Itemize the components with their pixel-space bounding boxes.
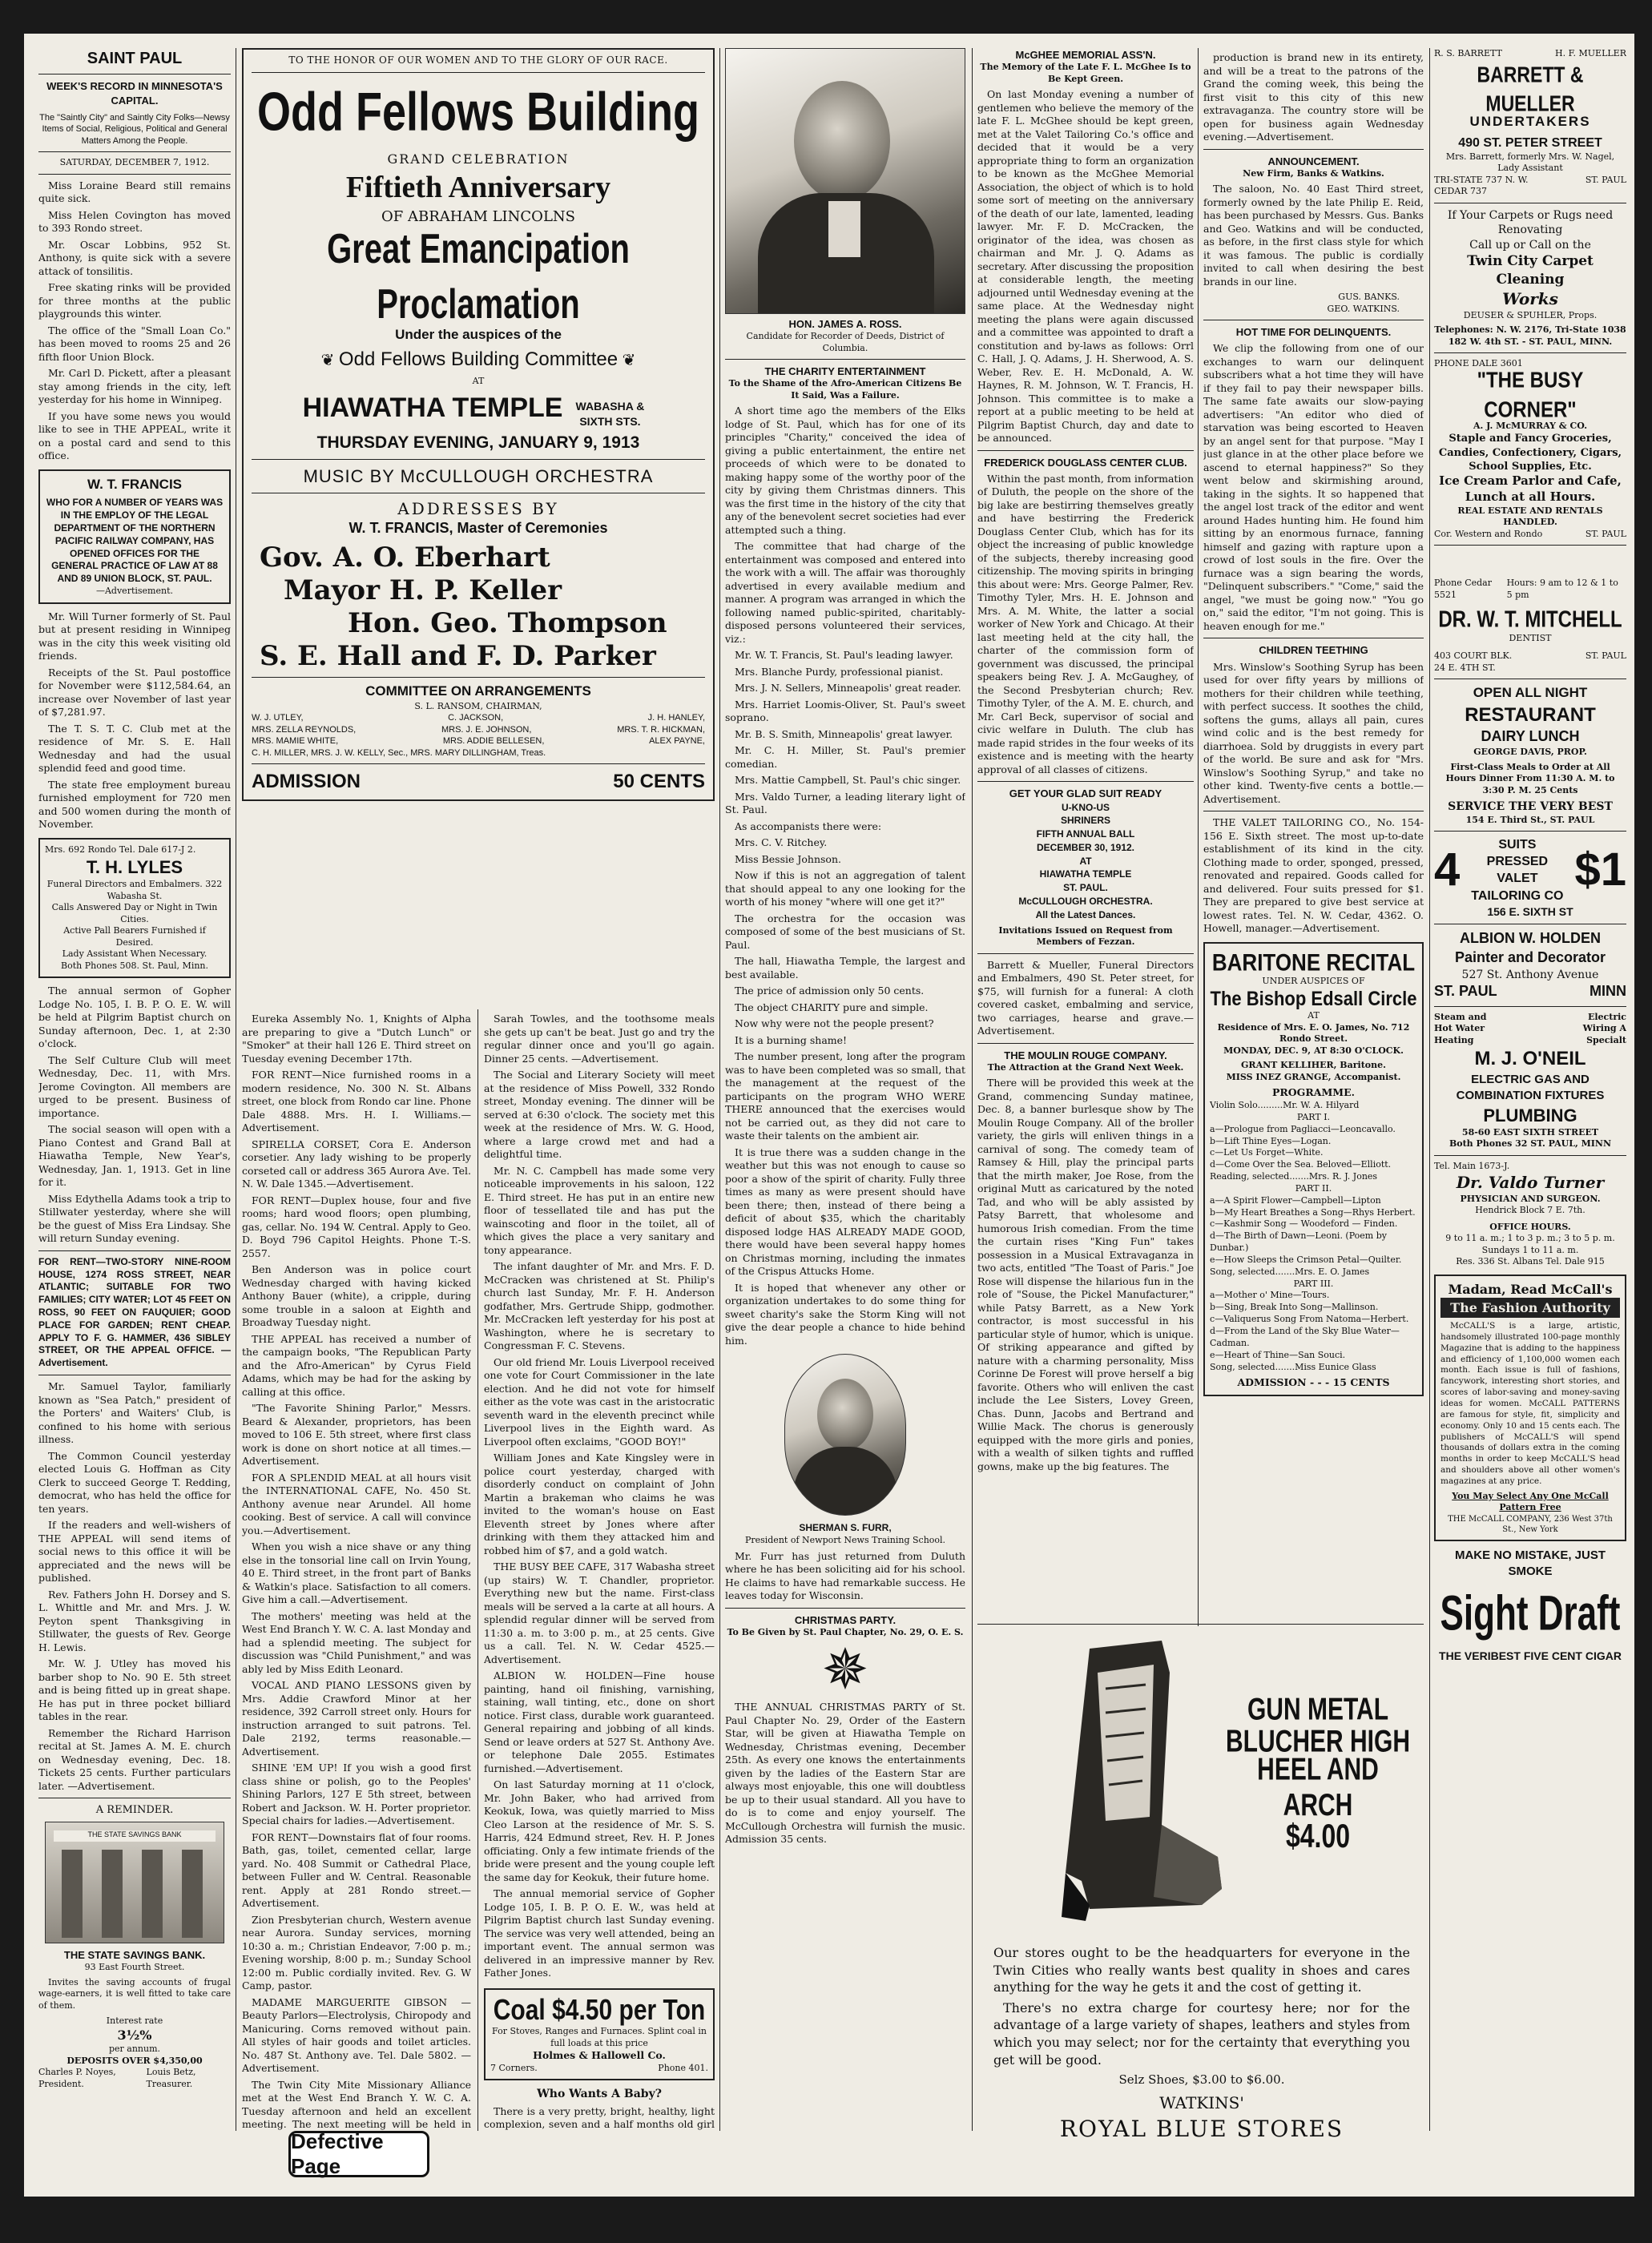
- shoe-title: HEEL AND ARCH: [1257, 1752, 1379, 1822]
- ad-title: Odd Fellows Building: [257, 82, 699, 143]
- busy-city: ST. PAUL: [1585, 528, 1626, 539]
- fiftieth-anniversary: Fiftieth Anniversary: [345, 171, 611, 205]
- turner-block: Hendrick Block 7 E. 7th.: [1475, 1205, 1586, 1216]
- mitchell-phone: Phone Cedar 5521: [1434, 578, 1492, 600]
- news-item: Mr. W. J. Utley has moved his barber shop to No. 90 E. 5th street and is being fitted up in great shape. He has put in three pocket billiard tables in the rear.: [38, 1657, 231, 1723]
- bm-undertakers: UNDERTAKERS: [1469, 114, 1591, 130]
- news-item: Miss Edythella Adams took a trip to Stillwater yesterday, where she will be the guest of Miss Era Lindsay. She will return Sunday evening.: [38, 1192, 231, 1245]
- portrait-ross: [725, 48, 965, 314]
- selz-shoes: Selz Shoes, $3.00 to $6.00.: [1118, 2072, 1285, 2088]
- grand-celebration: GRAND CELEBRATION: [387, 151, 570, 167]
- news-item: SPIRELLA CORSET, Cora E. Anderson corsetier. Any lady wishing to be properly corseted call or address 365 Aurora Ave. Tel. N. W. Dale 1345.—Advertisement.: [242, 1138, 471, 1190]
- master-of-ceremonies: W. T. FRANCIS, Master of Ceremonies: [349, 520, 608, 537]
- shoe-price: $4.00: [1285, 1817, 1351, 1855]
- restaurant-line: DAIRY LUNCH: [1481, 728, 1580, 745]
- royal-blue-stores: ROYAL BLUE STORES: [1059, 2116, 1344, 2137]
- bank-address: 93 East Fourth Street.: [84, 1962, 185, 1973]
- shoe-ad-copy: [993, 1941, 1410, 2137]
- arrangements-heading: COMMITTEE ON ARRANGEMENTS: [365, 683, 591, 699]
- masthead: SAINT PAUL: [87, 50, 183, 67]
- news-item: The mothers' meeting was held at the West End Branch Y. W. C. A. last Monday and had a splendid meeting. The subject for discussion was "Child Punishment," and was ably led by Miss Edith Leonard.: [242, 1609, 471, 1675]
- newspaper-page: [24, 34, 1634, 2197]
- smoke-footer: THE VERIBEST FIVE CENT CIGAR: [1439, 1649, 1622, 1662]
- addresses-by: ADDRESSES BY: [397, 499, 559, 519]
- news-item: The Twin City Mite Missionary Alliance met at the West End Branch Y. W. C. A. Tuesday afternoon and held an excellent meeting. The next meeting will be held in: [242, 2078, 471, 2130]
- bm-partner: H. F. MUELLER: [1555, 48, 1626, 58]
- shoe-ad-titles: [1226, 1692, 1410, 1855]
- column-2b: [484, 1009, 715, 2131]
- restaurant-prop: GEORGE DAVIS, PROP.: [1473, 747, 1587, 758]
- column-mcghee: [977, 48, 1194, 1618]
- programme-admission: ADMISSION - - - 15 CENTS: [1237, 1376, 1390, 1389]
- recital-circle: The Bishop Edsall Circle: [1210, 987, 1417, 1011]
- column-rule: [1198, 48, 1199, 1626]
- suits-number: 4: [1434, 844, 1461, 896]
- news-item: MADAME MARGUERITE GIBSON —Beauty Parlors—Electrolysis, Chiropody and Manicuring. Corns removed without pain. All styles of hair goods and toilet articles. No. 487 St. Anthony ave. Tel. Dale 5802. —Advertisement.: [242, 1995, 471, 2074]
- holden-title: Painter and Decorator: [1454, 948, 1606, 965]
- news-item: FOR RENT—Nice furnished rooms in a modern residence, No. 300 N. St. Albans street, one block from Rondo car line. Phone Dale 4888. Mrs. H. I. Williams.—Advertisement.: [242, 1069, 471, 1134]
- bm-partner: R. S. BARRETT: [1434, 48, 1502, 58]
- teething-heading: CHILDREN TEETHING: [1259, 644, 1368, 657]
- boot-image: [1042, 1641, 1226, 1929]
- production-text: production is brand new in its entirety, and will be a treat to the patrons of the Grand the coming week, this being the first visit to this city of this new extravaganza. The country store will be open for business again Wednesday evening.—Advertisement.: [1203, 51, 1424, 143]
- news-item: The Self Culture Club will meet Wednesday, Dec. 11, with Mrs. Jerome Covington. All members are urged to be present. Business of importance.: [38, 1053, 231, 1119]
- smoke-name: Sight Draft: [1440, 1585, 1621, 1641]
- carpet-works: Works: [1502, 289, 1558, 309]
- column-saint-paul: [38, 48, 231, 2131]
- mitchell-title: DENTIST: [1509, 632, 1552, 643]
- turner-title: PHYSICIAN AND SURGEON.: [1460, 1193, 1601, 1204]
- news-item: The state free employment bureau furnished employment for 720 men and 500 women during the month of November.: [38, 778, 231, 831]
- mccall-heading: Madam, Read McCall's: [1448, 1281, 1613, 1297]
- francis-text: WHO FOR A NUMBER OF YEARS WAS IN THE EMPLOY OF THE LEGAL DEPARTMENT OF THE NORTHERN PACIFIC RAILWAY COMPANY, HAS OPENED OFFICES FOR THE GENERAL PRACTICE OF LAW AT 88 AND 89 UNION BLOCK, ST. PAUL.: [46, 497, 224, 585]
- speaker: Mayor H. P. Keller: [284, 574, 562, 606]
- teething-text: Mrs. Winslow's Soothing Syrup has been used for over fifty years by millions of mothers for their children while teething, with perfect success. It soothes the child, softens the gums, allays all pain, cures wind colic and is the best remedy for diarrhoea. Sold by druggists in every part of the world. Be sure and ask for "Mrs. Winslow's Soothing Syrup," and take no other kind. Twenty-five cents a bottle.—Advertisement.: [1203, 660, 1424, 805]
- fd-text: Within the past month, from information of Duluth, the people on the shore of the big lake are bestirring themselves greatly and have bestirring the Frederick Douglass Center Club, which has for its object the increasing of public knowledge of the subjects, thereby increasing good citizenship. The moving spirits in bringing this about were: Mrs. George Palmer, Rev. Timothy Tyler, Mrs. H. E. Johnson and Mrs. A. M. White, the latter a social worker of New York and Chicago. At their last meeting held at the city hall, the charter of the commission form of government was discussed, the principal speakers being Rev. J. A. McGaughey, of the Second Presbyterian church; Rev. Timothy Tyler, of the A. M. E. church, and Mr. Carl Beck, supervisor of social and civic welfare in Duluth. The club has made rapid strides in the four weeks of its existence and is meeting with the hearty approval of all classes of citizens.: [977, 472, 1194, 775]
- news-item: Miss Helen Covington has moved to 393 Rondo street.: [38, 208, 231, 235]
- news-item: THE BUSY BEE CAFE, 317 Wabasha street (up stairs) W. T. Chandler, proprietor. Everything new but the name. First-class meals will be served a la carte at all hours. A splendid regular dinner will be served from 11:30 a. m. to 3:00 p. m., at 25 cents. Give us a call. Tel. N. W. Cedar 4525.—Advertisement.: [484, 1560, 715, 1665]
- restaurant-address: 154 E. Third St., ST. PAUL: [1465, 814, 1595, 825]
- moulin-heading: THE MOULIN ROUGE COMPANY.: [1004, 1049, 1167, 1061]
- news-item: Miss Loraine Beard still remains quite sick.: [38, 179, 231, 205]
- busy-real: REAL ESTATE AND RENTALS HANDLED.: [1457, 505, 1603, 528]
- bank-deposits: DEPOSITS OVER $4,350,00: [66, 2055, 203, 2066]
- announcement-text: The saloon, No. 40 East Third street, formerly owned by the late Philip E. Reid, has been purchased by Messrs. Gus. Banks and Geo. Watkins and will be conducted, as before, in the first class style for which it was famous. The public is cordially invited to call when desiring the best brands in our line.: [1203, 183, 1424, 288]
- news-item: THE APPEAL has received a number of the campaign books, "The Republican Party and the Afro-American" by Cyrus Field Adams, which may be had for the asking by calling at this office.: [242, 1332, 471, 1398]
- odd-fellows-ad: [242, 48, 715, 801]
- restaurant-line: OPEN ALL NIGHT: [1473, 685, 1588, 701]
- programme-heading: PROGRAMME.: [1272, 1086, 1355, 1099]
- column-rule: [719, 48, 720, 2131]
- suits-text: SUITS PRESSED VALET TAILORING CO: [1471, 838, 1564, 903]
- moulin-text: There will be provided this week at the Grand, commencing Sunday matinee, Dec. 8, a banner burlesque show by The Moulin Rouge Company. All of the broller variety, the girls will enliven things in a carnival of song. The comedy team of Ramsey & Hill, play the principal parts that the mirth maker, Joe Rose, from the original Mutt as caricatured by the noted Tad, and who will be ably assisted by Patsy Barrett, that wholesome and humorous Irish comedian. From the time the curtain rises "King Fun" takes possession in a Musical Extravaganza in two acts, entitled "The Toast of Paris." Joe Rose will dispense the hilarious fun in the role of "Souse, the Pickel Manufacturer," while Patsy Barrett, as a New York contractor, is most successful in his particular style of humor, which is unique. Of striking appearance and gifted by nature with a charming personality, Miss Corinne De Forest will prove herself a big favorite. Others who will enliven the cast include the Lee Sisters, Lovey Green, Chas. Dunn, Jacobs and Bertrand and Willie Mack. The chorus is generously equipped with the more girls and ponies, with a wealth of silken tights and ruffled gowns, make up the big features. The: [977, 1077, 1194, 1472]
- bank-name: THE STATE SAVINGS BANK.: [63, 1949, 206, 1962]
- francis-tag: —Advertisement.: [95, 586, 173, 596]
- shoe-text: There's no extra charge for courtesy here; nor for the advantage of a large variety of shapes, leathers and styles from which you may select; nor for the certainty that everything you get will be good.: [993, 1999, 1410, 2068]
- column-charity: [725, 48, 965, 2131]
- smoke-heading: MAKE NO MISTAKE, JUST SMOKE: [1454, 1548, 1606, 1579]
- music-by: MUSIC BY McCULLOUGH ORCHESTRA: [303, 466, 654, 487]
- news-item: Receipts of the St. Paul postoffice for November were $112,584.64, an increase over November of last year of $7,281.97.: [38, 666, 231, 719]
- bm-city: ST. PAUL: [1585, 174, 1626, 185]
- shoe-text: Our stores ought to be the headquarters for everyone in the Twin Cities who really wants best quality in shoes and cares anything for the way he gets it and the cost of getting it.: [993, 1945, 1410, 1995]
- carpet-line: Renovating: [1497, 223, 1563, 237]
- mitchell-address: 403 COURT BLK. 24 E. 4TH ST.: [1434, 650, 1513, 673]
- mcghee-text: On last Monday evening a number of gentlemen who believe the memory of the late F. L. McGhee should be kept green, met at the Valet Tailoring Co.'s office and decided that it would be a very appropriate thing to form an organization to be known as the McGhee Memorial Association, the object of which is to hold some sort of meeting on the anniversary of the death of our late, lamented, leading lawyer. Mr. F. D. McCracken, the originator of the idea, was chosen as chairman and Mr. J. Q. Adams as secretary. After discussing the proposition at considerable length, the meeting adjourned until Wednesday evening at the same place. At the Wednesday night meeting the plans were again discussed and a committee was appointed to draft a constitution and by-laws as follows: Orrl C. Hall, J. Q. Adams, J. H. Sherwood, A. S. Weber, Rev. E. H. McDonald, A. W. Haynes, R. M. Johnson, W. T. Francis, H. Johnson. This committee is to make a report at a public meeting to be held at Pilgrim Baptist Church, day and date to be announced.: [977, 88, 1194, 445]
- oneil-wiring: Electric Wiring A Specialt: [1582, 1011, 1626, 1045]
- carpet-name: Twin City Carpet Cleaning: [1467, 253, 1594, 288]
- suits-address: 156 E. SIXTH ST: [1487, 904, 1573, 918]
- event-date: THURSDAY EVENING, JANUARY 9, 1913: [316, 433, 640, 453]
- busy-text: Staple and Fancy Groceries, Candies, Confectionery, Cigars, School Supplies, Etc.: [1438, 433, 1622, 473]
- lyles-name: T. H. LYLES: [86, 857, 183, 878]
- mccall-text: McCALL'S is a large, artistic, handsomely illustrated 100-page monthly Magazine that is adding to the happiness and efficiency of 1,100,000 women each month. Each issue is full of fashions, fancywork, interesting short stories, and scores of labor-saving and money-saving ideas for women. McCALL PATTERNS are famous for style, fit, simplicity and economy. Only 10 and 15 cents each. The publishers of McCALL'S will spend thousands of dollars extra in the coming months in order to keep McCALL'S head and shoulders above all other women's magazines at any price.: [1440, 1320, 1620, 1486]
- news-item: "The Favorite Shining Parlor," Messrs. Beard & Alexander, proprietors, has been moved to 106 E. 5th street, where first class work is done on short notice at all times.—Advertisement.: [242, 1402, 471, 1467]
- oneil-plumbing: PLUMBING: [1483, 1105, 1577, 1126]
- oneil-address: 58-60 EAST SIXTH STREET: [1461, 1126, 1599, 1138]
- suit-heading: GET YOUR GLAD SUIT READY: [1009, 787, 1162, 800]
- bank-officer: Charles P. Noyes, President.: [38, 2067, 116, 2089]
- portrait-furr: [784, 1354, 906, 1516]
- committee-name: ❦ Odd Fellows Building Committee ❦: [320, 348, 636, 371]
- shoe-title: GUN METAL: [1247, 1692, 1389, 1727]
- carpet-line: If Your Carpets or Rugs need: [1447, 208, 1614, 222]
- eastern-star-icon: ✵: [821, 1637, 869, 1703]
- news-item: Rev. Fathers John H. Dorsey and S. L. Whittle and Mr. and Mrs. J. W. Peyton spent Thanksgiving in Stillwater, the guests of Rev. George H. Lewis.: [38, 1588, 231, 1653]
- column-odd-fellows: [242, 48, 715, 2131]
- news-item: Eureka Assembly No. 1, Knights of Alpha are preparing to give a "Dutch Lunch" or "Smoker" at their hall 126 E. Third street on Tuesday evening December 17th.: [242, 1013, 471, 1065]
- charity-article: A short time ago the members of the Elks lodge of St. Paul, which has for one of its principles "Charity," conceived the idea of giving a public entertainment, the entire net proceeds of which were to be donated to making happy some of the worthy poor of the city by giving them Christmas dinners. This was the first time in the history of the city that any of the benevolent secret societies had ever attempted such a thing. The committee that had charge of the entertainment was composed and entered into the work with a will. The affair was thoroughly advertised in every available medium and manner. A program was arranged in which the following named public-spirited, charitably-disposed persons volunteered their services, viz.: Mr. W. T. Francis, St. Paul's leading lawyer. Mrs. Blanche Purdy, professional pianist. Mrs. J. N. Sellers, Minneapolis' great reader. Mrs. Harriet Loomis-Oliver, St. Paul's sweet soprano. Mr. B. S. Smith, Minneapolis' great lawyer. Mr. C. H. Miller, St. Paul's premier comedian. Mrs. Mattie Campbell, St. Paul's chic singer. Mrs. Valdo Turner, a leading literary light of St. Paul. As accompanists there were: Mrs. C. V. Ritchey. Miss Bessie Johnson. Now if this is not an aggregation of talent that should appeal to any one looking for the worth of his money "where will one get it?" The orchestra for the occasion was composed of some of the best musicians of St. Paul. The hall, Hiawatha Temple, the largest and best available. The price of admission only 50 cents. The object CHARITY pure and simple. Now why were not the people present? It is a burning shame! The number present, long after the program was to have been completed was so small, that the management at the request of the participants on the program WHO WERE THERE announced that the exercises would not be carried out, as they did not care to waste their talents on the ambient air. It is true there was a sudden change in the weather but this was not enough to cause so poor a show of the spirit of charity. Fully three times as many as were present should have been there; then, instead of there being a deficit of about $35, which the charitably disposed lodge HAS ALREADY MADE GOOD, there would have been several happy homes on Christmas morning, including the inmates of the Crispus Attucks Home. It is hoped that whenever any other or organization undertakes to do some thing for sweet charity's sake the Storm King will not give the dear people a chance to hide behind him.: [725, 405, 965, 1347]
- news-item: Mr. Samuel Taylor, familiarly known as "Sea Patch," president of the Porters' and Waiters' Club, is confined to his home with serious illness.: [38, 1380, 231, 1446]
- recital-residence: Residence of Mrs. E. O. James, No. 712 Rondo Street.: [1217, 1021, 1410, 1045]
- proclamation: Great Emancipation Proclamation: [327, 226, 630, 328]
- news-item: Remember the Richard Harrison recital at St. James A. M. E. church on Wednesday evening, Dec. 18. Tickets 25 cents. Further particulars later. —Advertisement.: [38, 1726, 231, 1792]
- bm-phone: TRI-STATE 737 N. W. CEDAR 737: [1434, 174, 1529, 197]
- suits-ad: [1434, 836, 1626, 904]
- watkins: WATKINS': [1159, 2093, 1244, 2113]
- oneil-name: M. J. O'NEIL: [1474, 1048, 1586, 1070]
- restaurant-service: SERVICE THE VERY BEST: [1448, 800, 1613, 814]
- holden-state: MINN: [1590, 983, 1626, 1000]
- column-2a: [242, 1009, 471, 2131]
- news-item: The Common Council yesterday elected Louis G. Hoffman as City Clerk to succeed George T. Redding, democrat, who has held the office for ten years.: [38, 1449, 231, 1515]
- holden-city: ST. PAUL: [1434, 983, 1497, 1000]
- shriners-invitations: Invitations Issued on Request from Members of Fezzan.: [998, 924, 1173, 948]
- column-ads: [1434, 48, 1626, 2131]
- lyles-ad: [38, 838, 231, 979]
- signature: GEO. WATKINS.: [1327, 303, 1400, 314]
- column-announcements: [1203, 48, 1424, 1618]
- lyles-top: Mrs. 692 Rondo Tel. Dale 617-J 2.: [45, 844, 196, 855]
- news-item: FOR RENT—Duplex house, four and five rooms; hard wood floors; open plumbing, gas, cellar. No. 194 W. Central. Apply to Geo. D. Boyd 796 Capitol Heights. Phone T.-S. 2557.: [242, 1194, 471, 1259]
- oneil-phone: Both Phones 32 ST. PAUL, MINN: [1449, 1138, 1612, 1150]
- valet-text: THE VALET TAILORING CO., No. 154-156 E. Sixth street. The most up-to-date establishment of its kind in the city. Clothing made to order, sponged, pressed, renovated and repaired. Goods called for and delivered. Four suits pressed for $1. They are prepared to give best service at lowest rates. Tel. N. W. Cedar, 4362. O. Howell, manager.—Advertisement.: [1203, 816, 1424, 935]
- bm-lady: Mrs. Barrett, formerly Mrs. W. Nagel, Lady Assistant: [1445, 151, 1615, 174]
- bank-building-image: [45, 1822, 224, 1943]
- announcement-subheading: New Firm, Banks & Watkins.: [1243, 167, 1384, 179]
- news-item: Free skating rinks will be provided for three months at the public playgrounds this winter.: [38, 281, 231, 320]
- busy-corner: Cor. Western and Rondo: [1434, 528, 1543, 539]
- news-item: FOR A SPLENDID MEAL at all hours visit the INTERNATIONAL CAFE, No. 450 St. Anthony avenue near Arundel. All home cooking. Best of service. A call will convince you.—Advertisement.: [242, 1471, 471, 1536]
- suits-price: $1: [1574, 844, 1626, 896]
- bank-sign: THE STATE SAVINGS BANK: [54, 1830, 216, 1842]
- news-items: [38, 179, 231, 463]
- at-label: AT: [472, 375, 485, 386]
- hot-time-text: We clip the following from one of our exchanges to warn our delinquent subscribers what a hot time they will have if they fail to pay their newspaper bills. The same fate awaits our slow-paying advertisers: "An editor who died of starvation was being escorted to Heaven by an angel sent for that purpose. "May I just glance in at the other place before we ascend to eternal happiness?" So they went below and skirmishing around, taking in the sights. It so happened that the angel lost track of the editor and went around Hades hunting him. He found him sitting by an enormous furnace, fanning himself and gazing with rapture upon a crowd of lost souls in the fire. Over the furnace was a sign bearing the words, "Delinquent subscribers." "Come," said the angel, "we must be going now." "You go on," said the editor, "I'm not going. This is heaven enough for me.": [1203, 342, 1424, 632]
- column-rule: [1429, 48, 1430, 2131]
- coal-ad: [484, 1988, 715, 2081]
- shoe-ad: [977, 1624, 1424, 2137]
- recital-heading: BARITONE RECITAL: [1211, 948, 1416, 976]
- charity-heading: THE CHARITY ENTERTAINMENT: [764, 365, 926, 378]
- furr-text: Mr. Furr has just returned from Duluth where he has been soliciting aid for his school. He claims to have had remarkable success. He leaves today for Wisconsin.: [725, 1549, 965, 1602]
- restaurant-line: RESTAURANT: [1465, 703, 1596, 726]
- temple-location: WABASHA & SIXTH STS.: [575, 400, 645, 428]
- mitchell-hours: Hours: 9 am to 12 & 1 to 5 pm: [1506, 578, 1618, 600]
- holden-name: ALBION W. HOLDEN: [1460, 930, 1601, 947]
- news-item: Mr. Carl D. Pickett, after a pleasant stay among friends in the city, left yesterday for his home in Winnipeg.: [38, 367, 231, 406]
- bank-officer: Louis Betz, Treasurer.: [146, 2067, 196, 2089]
- moulin-subheading: The Attraction at the Grand Next Week.: [987, 1061, 1184, 1073]
- turner-residence: Res. 336 St. Albans Tel. Dale 915: [1456, 1256, 1605, 1267]
- coal-text: For Stoves, Ranges and Furnaces. Splint coal in full loads at this price: [492, 2026, 707, 2048]
- mcghee-heading: McGHEE MEMORIAL ASS'N.: [1015, 49, 1156, 61]
- news-item: If you have some news you would like to see in THE APPEAL, write it on a postal card and send to this office.: [38, 409, 231, 462]
- busy-name: "THE BUSY CORNER": [1477, 368, 1584, 422]
- mccall-subheading: The Fashion Authority: [1440, 1298, 1620, 1318]
- mccall-company: THE McCALL COMPANY, 236 West 37th St., New York: [1448, 1514, 1613, 1535]
- news-item: Mr. Oscar Lobbins, 952 St. Anthony, is quite sick with a severe attack of tonsilitis.: [38, 238, 231, 277]
- bank-text: Invites the saving accounts of frugal wage-earners, it is well fitted to take care of them.: [38, 1976, 231, 2011]
- xmas-heading: CHRISTMAS PARTY.: [794, 1613, 897, 1626]
- bank-rate: 3½%: [117, 2028, 152, 2044]
- lyles-line: Calls Answered Day or Night in Twin Cities.: [51, 902, 218, 924]
- oneil-text: ELECTRIC GAS AND COMBINATION FIXTURES: [1456, 1073, 1605, 1102]
- carpet-address: 182 W. 4th ST. - ST. PAUL, MINN.: [1448, 336, 1613, 347]
- column-rule: [972, 48, 973, 2131]
- lyles-line: Funeral Directors and Embalmers. 322 Wabasha St.: [46, 879, 223, 901]
- baby-heading: Who Wants A Baby?: [537, 2088, 662, 2101]
- ross-caption: HON. JAMES A. ROSS.: [788, 318, 902, 330]
- xmas-text: THE ANNUAL CHRISTMAS PARTY of St. Paul Chapter No. 29, Order of the Eastern Star, will be given at Hiawatha Temple on Wednesday, Christmas evening, December 25th. As every one knows the entertainments given by the ladies of the Eastern Star are always most enjoyable, this one will doubtless be up to their usual standard. All you have to do is to come and enjoy yourself. The McCullough Orchestra will furnish the music. Admission 35 cents.: [725, 1701, 965, 1846]
- speaker: S. E. Hall and F. D. Parker: [260, 639, 656, 672]
- furr-caption-detail: President of Newport News Training School.: [744, 1535, 946, 1546]
- speaker: Hon. Geo. Thompson: [348, 606, 667, 639]
- carpet-tel: Telephones: N. W. 2176, Tri-State 1038: [1434, 324, 1626, 336]
- defective-page-stamp: Defective Page: [288, 2131, 429, 2177]
- reminder-heading: A REMINDER.: [95, 1804, 174, 1817]
- carpet-props: DEUSER & SPUHLER, Props.: [1463, 309, 1598, 320]
- announcement-heading: ANNOUNCEMENT.: [1267, 155, 1360, 167]
- leaf-icon: ❦: [320, 352, 339, 370]
- busy-prop: A. J. McMURRAY & CO.: [1473, 420, 1588, 431]
- news-item: When you wish a nice shave or any thing else in the tonsorial line call on Irvin Young, 40 E. Third street, in the front part of Banks & Watkin's place. Satisfaction to all comers. Give him a call.—Advertisement.: [242, 1540, 471, 1605]
- ross-caption-detail: Candidate for Recorder of Deeds, District of Columbia.: [746, 331, 945, 353]
- speaker: Gov. A. O. Eberhart: [260, 542, 550, 574]
- committee-members: W. J. UTLEY, C. JACKSON, J. H. HANLEY, MRS. ZELLA REYNOLDS, MRS. J. E. JOHNSON, MRS. T. R. HICKMAN, MRS. MAMIE WHITE, MRS. ADDIE BELLESEN, ALEX PAYNE, C. H. MILLER, MRS. J. W. KELLY, Sec., MRS. MARY DILLINGHAM, Treas.: [252, 713, 705, 758]
- news-item: The office of the "Small Loan Co." has been moved to rooms 25 and 26 fifth floor Union Block.: [38, 324, 231, 363]
- signature: GUS. BANKS.: [1338, 292, 1400, 303]
- news-item: The social season will open with a Piano Contest and Grand Ball at Hiawatha Temple, New Year's, Wednesday, Jan. 1, 1913. Get in line for it.: [38, 1123, 231, 1189]
- news-item: Ben Anderson was in police court Wednesday charged with having kicked Anthony Bauer (white), a cripple, during some trouble in a saloon at Eighth and Broadway Tuesday night.: [242, 1263, 471, 1328]
- recital-baritone: GRANT KELLIHER, Baritone.: [1241, 1060, 1386, 1071]
- coal-address: 7 Corners.: [490, 2062, 538, 2073]
- barrett-note: Barrett & Mueller, Funeral Directors and Embalmers, 490 St. Peter street, for $75, will furnish for a funeral: A cloth covered casket, embalming and service, two carriages, hearse and grave.—Advertisement.: [977, 958, 1194, 1037]
- news-item: Mr. N. C. Campbell has made some very noticeable improvements in his saloon, 122 E. Third street. He has put in an entire new floor of tessellated tile and has put the wainscoting and floor in the toilet, all of which gives the place a very sanitary and tony appearance.: [484, 1164, 715, 1256]
- news-item: The T. S. T. C. Club met at the residence of Mr. S. E. Hall Wednesday and had the usual splendid feed and good time.: [38, 722, 231, 775]
- turner-name: Dr. Valdo Turner: [1456, 1173, 1605, 1193]
- recital-ad: [1203, 942, 1424, 1396]
- recital-at: AT: [1307, 1010, 1320, 1021]
- lyles-line: Both Phones 508. St. Paul, Minn.: [61, 960, 208, 971]
- coal-heading: Coal $4.50 per Ton: [493, 1994, 706, 2026]
- chairman: S. L. RANSOM, CHAIRMAN,: [414, 700, 542, 711]
- subhead: WEEK'S RECORD IN MINNESOTA'S CAPITAL.: [46, 80, 223, 107]
- holden-address: 527 St. Anthony Avenue: [1461, 968, 1599, 981]
- oneil-heating: Steam and Hot Water Heating: [1434, 1011, 1487, 1045]
- news-item: The Social and Literary Society will meet at the residence of Miss Powell, 332 Rondo street, Monday evening. The dinner will be served at 6:30 o'clock. The society met this week at the residence of Mrs. W. G. Hood, where a large crowd met and had a delightful time.: [484, 1069, 715, 1160]
- ad-tagline: TO THE HONOR OF OUR WOMEN AND TO THE GLORY OF OUR RACE.: [288, 54, 668, 66]
- oneil-tel: Tel. Main 1673-J.: [1434, 1160, 1510, 1171]
- xmas-subheading: To Be Given by St. Paul Chapter, No. 29, O. E. S.: [727, 1626, 964, 1637]
- news-item: Zion Presbyterian church, Western avenue near Aurora. Sunday services, morning 10:30 a. m.; Christian Endeavor, 7:00 p. m.; Evening worship, 8:00 p. m.; Sunday School 12:00 m. Public cordially invited. Rev. G. W Camp, pastor.: [242, 1913, 471, 1991]
- mitchell-name: DR. W. T. MITCHELL: [1438, 606, 1622, 633]
- temple-name: HIAWATHA TEMPLE: [302, 393, 563, 424]
- coal-phone: Phone 401.: [658, 2062, 708, 2073]
- mitchell-city: ST. PAUL: [1585, 650, 1626, 662]
- mccall-ad: [1434, 1275, 1626, 1542]
- restaurant-text: First-Class Meals to Order at All Hours Dinner From 11:30 A. M. to 3:30 P. M. 25 Cents: [1445, 761, 1615, 795]
- speakers: [260, 542, 705, 672]
- charity-subheading: To the Shame of the Afro-American Citizens Be It Said, Was a Failure.: [728, 378, 962, 401]
- busy-ice: Ice Cream Parlor and Cafe, Lunch at all Hours.: [1439, 473, 1622, 504]
- bm-name: BARRETT & MUELLER: [1477, 61, 1584, 116]
- mccall-offer: You May Select Any One McCall Pattern Free: [1452, 1490, 1609, 1513]
- recital-under: UNDER AUSPICES OF: [1262, 975, 1365, 986]
- shriners-ad: U-KNO-US SHRINERS FIFTH ANNUAL BALL DECEMBER 30, 1912. AT HIAWATHA TEMPLE ST. PAUL. McCULLOUGH ORCHESTRA. All the Latest Dances.: [1018, 801, 1153, 920]
- leaf-icon: ❦: [618, 352, 636, 370]
- news-item: ALBION W. HOLDEN—Fine house painting, hand oil finishing, varnishing, staining, wall tinting, etc., done on short notice. First class, durable work guaranteed. General repairing and jobbing of all kinds. Send or leave orders at 527 St. Anthony Ave. or telephone Dale 2055. Estimates furnished.—Advertisement.: [484, 1669, 715, 1774]
- bm-address: 490 ST. PETER STREET: [1458, 135, 1602, 150]
- fd-heading: FREDERICK DOUGLASS CENTER CLUB.: [984, 456, 1187, 469]
- bank-rate-label: Interest rate: [106, 2015, 163, 2026]
- lyles-line: Lady Assistant When Necessary.: [62, 948, 208, 960]
- francis-ad: [38, 469, 231, 604]
- baby-text: There is a very pretty, bright, healthy, light complexion, seven and a half months old girl: [484, 2104, 715, 2131]
- news-item: VOCAL AND PIANO LESSONS given by Mrs. Addie Crawford Minor at her residence, 392 Carroll street only. Hours for instruction arranged to suit patrons. Tel. Dale 2192, terms reasonable.—Advertisement.: [242, 1679, 471, 1758]
- dateline: SATURDAY, DECEMBER 7, 1912.: [59, 157, 210, 168]
- news-item: Our old friend Mr. Louis Liverpool received one vote for Court Commissioner in the late election. And he did not vote for himself either as the vote was cast in the aristocratic seventh ward in the eleventh precinct while Liverpool lives in the Eighth ward. As Liverpool often exclaims, "GOOD BOY!": [484, 1355, 715, 1448]
- rent-ad: FOR RENT—TWO-STORY NINE-ROOM HOUSE, 1274 ROSS STREET, NEAR ATLANTIC; SUITABLE FOR TWO FAMILIES; CITY WATER; LOT 45 FEET ON ROSS, 90 FEET ON FAUQUIER; GOOD PLACE FOR GARDEN; RENT CHEAP. APPLY TO F. G. HAMMER, 436 SIBLEY STREET, OR THE APPEAL OFFICE. —Advertisement.: [38, 1255, 231, 1369]
- busy-phone: PHONE DALE 3601: [1434, 358, 1523, 369]
- furr-caption: SHERMAN S. FURR,: [799, 1522, 892, 1534]
- recital-date: MONDAY, DEC. 9, AT 8:30 O'CLOCK.: [1223, 1045, 1404, 1056]
- coal-company: Holmes & Hallowell Co.: [533, 2049, 666, 2062]
- hot-time-heading: HOT TIME FOR DELINQUENTS.: [1235, 326, 1392, 339]
- deck: The "Saintly City" and Saintly City Folks—Newsy Items of Social, Religious, Political and General Matters Among the People.: [39, 112, 230, 146]
- lyles-line: Active Pall Bearers Furnished if Desired.: [63, 925, 206, 948]
- mcghee-subheading: The Memory of the Late F. L. McGhee Is to Be Kept Green.: [980, 62, 1191, 84]
- recital-accompanist: MISS INEZ GRANGE, Accompanist.: [1226, 1071, 1401, 1082]
- admission-price: 50 CENTS: [613, 771, 705, 793]
- auspices: Under the auspices of the: [395, 326, 562, 342]
- news-item: Sarah Towles, and the toothsome meals she gets up can't be beat. Just go and try the regular dinner once and you'll go again. Dinner 25 cents. —Advertisement.: [484, 1013, 715, 1065]
- shoe-title: BLUCHER HIGH: [1226, 1724, 1410, 1759]
- francis-name: W. T. FRANCIS: [87, 476, 183, 492]
- news-item: Mr. Will Turner formerly of St. Paul but at present residing in Winnipeg was in the city this week visiting old friends.: [38, 610, 231, 662]
- news-item: FOR RENT—Downstairs flat of four rooms. Bath, gas, toilet, cemented cellar, large yard. No. 408 Summit or Cathedral Place, between Fuller and W. Central. Reasonable rent. Apply at 281 Rondo street.—Advertisement.: [242, 1830, 471, 1909]
- programme: Violin Solo.........Mr. W. A. Hilyard PART I. a—Prologue from Pagliacci—Leoncavallo. b—Lift Thine Eyes—Logan. c—Let Us Forget—White. d—Come Over the Sea. Beloved—Elliott. Reading, selected.......Mrs. R. J. Jones PART II. a—A Spirit Flower—Campbell—Lipton b—My Heart Breathes a Song—Rhys Herbert. c—Kashmir Song — Woodeford — Finden. d—The Birth of Dawn—Leoni. (Poem by Dunbar.) e—How Sleeps the Crimson Petal—Quilter. Song, selected.......Mrs. E. O. James PART III. a—Mother o' Mine—Tours. b—Sing, Break Into Song—Mallinson. c—Valiquerus Song From Natoma—Herbert. d—From the Land of the Sky Blue Water—Cadman. e—Heart of Thine—San Souci. Song, selected.......Miss Eunice Glass: [1210, 1099, 1416, 1372]
- news-item: The infant daughter of Mr. and Mrs. F. D. McCracken was christened at St. Philip's church last Sunday, Mr. F. H. Anderson godfather, Mrs. Gertrude Shipp, godmother. Mr. McCracken left yesterday for his post at Washington, where he is secretary to Congressman F. C. Stevens.: [484, 1260, 715, 1351]
- admission-label: ADMISSION: [252, 771, 361, 793]
- news-item: If the readers and well-wishers of THE APPEAL will send items of social news to this office it will be appreciated and the news will be published.: [38, 1519, 231, 1585]
- turner-hours: 9 to 11 a. m.; 1 to 3 p. m.; 3 to 5 p. m. Sundays 1 to 11 a. m.: [1445, 1233, 1615, 1255]
- carpet-line: Call up or Call on the: [1469, 238, 1591, 252]
- of-lincolns: OF ABRAHAM LINCOLNS: [381, 208, 575, 226]
- news-item: The annual sermon of Gopher Lodge No. 105, I. B. P. O. E. W. will be held at Pilgrim Baptist church on Sunday afternoon, Dec. 1, at 2:30 o'clock.: [38, 985, 231, 1050]
- bank-per: per annum.: [108, 2044, 161, 2055]
- news-item: William Jones and Kate Kingsley were in police court yesterday, charged with disorderly conduct on complaint of John Martin a brakeman who claims he was invited to the woman's house on East Eleventh street by Jones where after drinking with them they attacked him and robbed him of $7, and a gold watch.: [484, 1452, 715, 1556]
- news-item: The annual memorial service of Gopher Lodge 105, I. B. P. O. E. W., was held at Pilgrim Baptist church last Sunday evening. The service was very well attended, being an important event. The annual sermon was delivered in an impressive manner by Rev. Father Jones.: [484, 1887, 715, 1979]
- turner-hours-heading: OFFICE HOURS.: [1489, 1221, 1571, 1232]
- news-item: SHINE 'EM UP! If you wish a good first class shine or polish, go to the Peoples' Shining Parlors, 127 E 5th street, between Robert and Jackson. W. H. Porter proprietor. Special chairs for ladies.—Advertisement.: [242, 1762, 471, 1826]
- news-item: On last Saturday morning at 11 o'clock, Mr. John Baker, who had arrived from Keokuk, Iowa, was quietly married to Miss Cleo Larson at the residence of Mr. S. S. Harris, 424 Edmund street, Rev. H. P. Jones officiating. Only a few intimate friends of the bride were present and the young couple left the same day for Keokuk, their future home.: [484, 1778, 715, 1883]
